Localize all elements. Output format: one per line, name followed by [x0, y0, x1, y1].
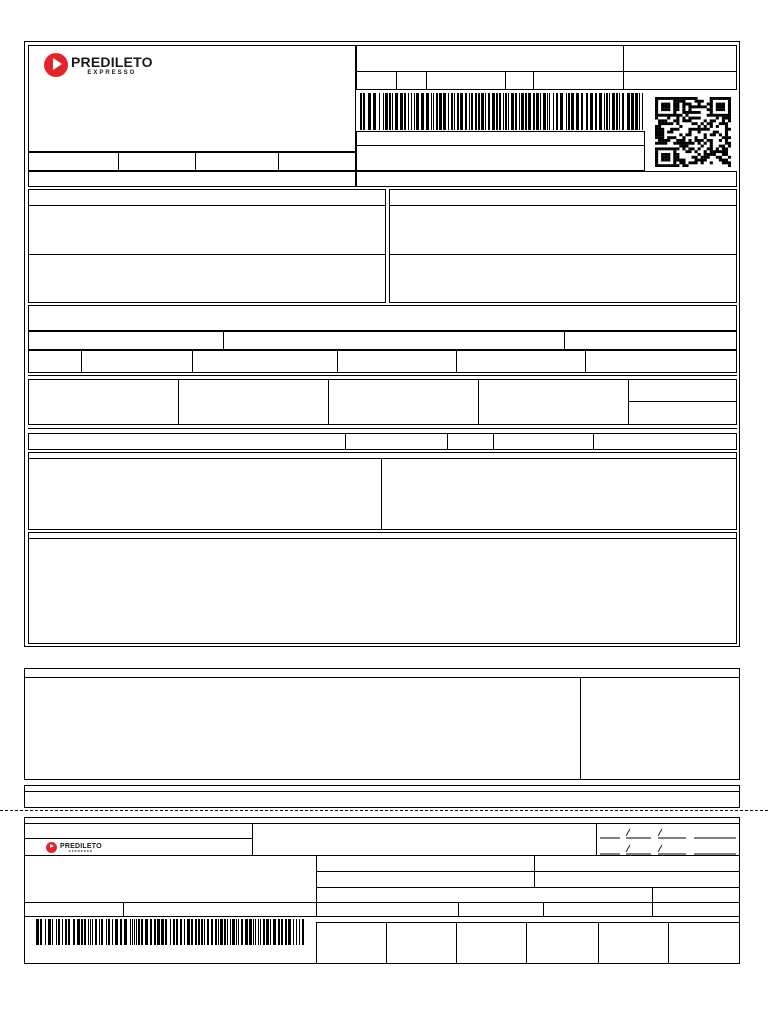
receipt-logo-subtitle: EXPRESSO	[68, 848, 94, 853]
doc-meta-6	[623, 71, 737, 90]
access-key-field	[356, 131, 645, 146]
receiver-divider-2	[389, 254, 737, 255]
reserved-split	[580, 677, 581, 780]
logo-mark-icon	[44, 53, 68, 77]
doc-meta-4	[505, 71, 534, 90]
receipt-col-5	[598, 922, 669, 964]
doc-corner-field	[623, 45, 737, 72]
cargo-top-rule	[28, 375, 737, 376]
values-top-rule	[28, 428, 737, 429]
receipt-col-3	[456, 922, 527, 964]
values-field-4	[493, 433, 594, 450]
company-field-3	[195, 152, 279, 171]
doc-title-field	[356, 45, 624, 72]
receipt-val-1	[316, 902, 459, 917]
reserved-divider	[24, 677, 740, 678]
footer-strip	[24, 785, 740, 808]
receipt-val-2	[458, 902, 544, 917]
receipt-info-4	[534, 871, 740, 888]
cargo-field-5b	[628, 401, 737, 425]
info-row-a3	[564, 331, 737, 350]
info-row-b5	[456, 350, 586, 373]
observations-divider	[28, 538, 737, 539]
doc-meta-2	[396, 71, 427, 90]
sender-divider-2	[28, 254, 386, 255]
company-field-1	[28, 152, 119, 171]
receipt-col-1	[316, 922, 387, 964]
components-split	[381, 458, 382, 530]
cargo-field-3	[328, 379, 479, 425]
receipt-field-top	[24, 823, 253, 839]
receipt-info-3	[316, 871, 535, 888]
qr-code	[655, 97, 731, 167]
receipt-val-3	[543, 902, 653, 917]
observations-section	[28, 532, 737, 644]
values-field-3	[447, 433, 494, 450]
cargo-field-4	[478, 379, 629, 425]
values-field-2	[345, 433, 448, 450]
sender-divider	[28, 205, 386, 206]
cargo-field-2	[178, 379, 329, 425]
wide-info-row	[28, 305, 737, 331]
cargo-field-1	[28, 379, 179, 425]
receipt-info-1	[316, 855, 535, 872]
company-field-2	[118, 152, 196, 171]
doc-meta-3	[426, 71, 506, 90]
receipt-col-2	[386, 922, 457, 964]
logo-name: PREDILETO	[71, 53, 153, 70]
receipt-code-2	[123, 902, 317, 917]
receipt-val-4	[652, 902, 740, 917]
components-divider	[28, 458, 737, 459]
protocol-field	[356, 145, 645, 171]
right-wide-field	[356, 171, 737, 187]
receipt-logo-name: PREDILETO	[60, 842, 102, 850]
info-row-b2	[81, 350, 193, 373]
receipt-info-5	[316, 887, 653, 903]
logo-subtitle: EXPRESSO	[87, 69, 137, 76]
receiver-section	[389, 189, 737, 303]
values-field-5	[593, 433, 737, 450]
receipt-col-6	[668, 922, 740, 964]
values-field-1	[28, 433, 346, 450]
cut-line	[0, 810, 768, 811]
receipt-logo	[46, 842, 102, 853]
date-slashes	[596, 823, 740, 856]
components-section	[28, 452, 737, 530]
company-field-wide	[28, 171, 356, 187]
cargo-field-5a	[628, 379, 737, 402]
receipt-name-field	[252, 823, 597, 856]
company-logo	[44, 53, 153, 77]
receipt-code-1	[24, 902, 124, 917]
company-field-4	[278, 152, 356, 171]
access-key-barcode	[360, 93, 646, 130]
info-row-a2	[223, 331, 565, 350]
sender-section	[28, 189, 386, 303]
info-row-b4	[337, 350, 457, 373]
footer-strip-divider	[24, 791, 740, 792]
receipt-info-6	[652, 887, 740, 903]
doc-meta-5	[533, 71, 624, 90]
receiver-divider	[389, 205, 737, 206]
logo-mark-icon	[46, 842, 57, 853]
reserved-block	[24, 668, 740, 780]
receipt-barcode	[36, 919, 306, 945]
info-row-a1	[28, 331, 224, 350]
receipt-col-4	[526, 922, 599, 964]
doc-meta-1	[356, 71, 397, 90]
info-row-b3	[192, 350, 338, 373]
info-row-b6	[585, 350, 737, 373]
receipt-left-block	[24, 855, 317, 903]
info-row-b1	[28, 350, 82, 373]
receipt-info-2	[534, 855, 740, 872]
